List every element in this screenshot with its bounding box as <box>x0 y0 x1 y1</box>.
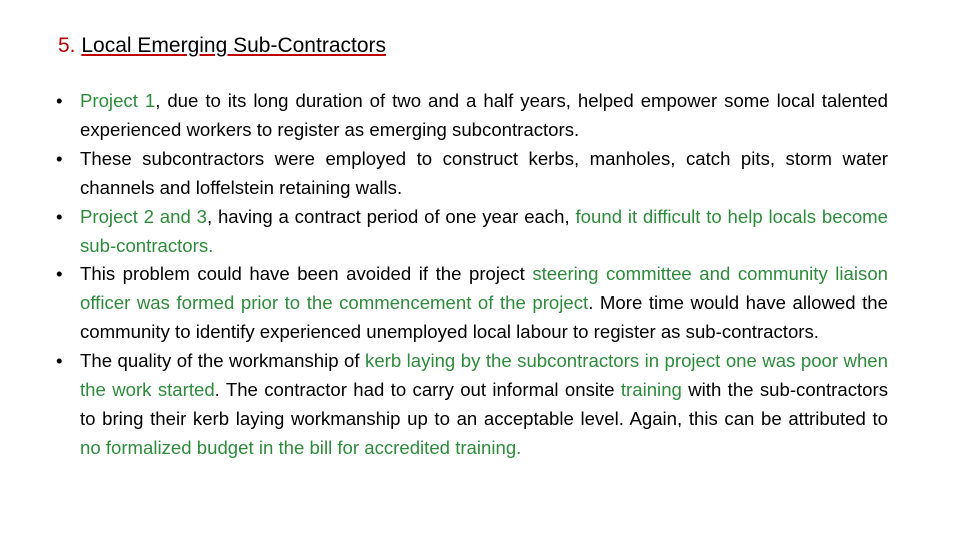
highlighted-text: no formalized budget in the bill for accredited training. <box>80 436 522 458</box>
title-text: Local Emerging Sub-Contractors <box>81 34 387 57</box>
bullet-dot-icon: • <box>56 263 63 285</box>
body-text: , due to its long duration of two and a half years, helped empower some local talented experienced workers to register as emerging subcontractors. <box>80 90 888 140</box>
bullet-item <box>50 203 888 261</box>
body-text: These subcontractors were employed to construct kerbs, manholes, catch pits, storm water channels and loffelstein retaining walls. <box>80 147 888 198</box>
highlighted-text: training <box>620 379 682 401</box>
highlighted-text: Project 2 and 3 <box>80 205 207 227</box>
title-number: 5. <box>58 34 76 57</box>
bullet-list <box>50 87 888 463</box>
body-text: . More time would have allowed the community to identify experienced unemployed local labour to register as sub-contractors. <box>80 292 888 343</box>
body-text: . The contractor had to carry out informal onsite <box>214 379 621 401</box>
bullet-dot-icon: • <box>56 90 63 111</box>
bullet-item <box>50 260 888 347</box>
body-text: This problem could have been avoided if the project <box>80 263 533 285</box>
highlighted-text: found it difficult to help locals become sub-contractors. <box>80 205 889 256</box>
bullet-item <box>50 87 888 145</box>
slide-title <box>58 34 386 58</box>
bullet-dot-icon: • <box>56 205 63 227</box>
bullet-dot-icon: • <box>56 350 63 372</box>
highlighted-text: kerb laying by the subcontractors in project one was poor when the work started <box>80 350 888 401</box>
body-text: with the sub-contractors to bring their kerb laying workmanship up to an acceptable level. Again, this can be attributed to <box>80 379 889 429</box>
bullet-item <box>50 347 888 463</box>
bullet-dot-icon: • <box>56 147 63 169</box>
bullet-item <box>50 145 888 203</box>
body-text: The quality of the workmanship of <box>80 350 366 372</box>
body-text: , having a contract period of one year each, <box>206 205 576 227</box>
highlighted-text: Project 1 <box>80 90 156 111</box>
highlighted-text: steering committee and community liaison officer was formed prior to the commencement of the project <box>80 263 888 314</box>
